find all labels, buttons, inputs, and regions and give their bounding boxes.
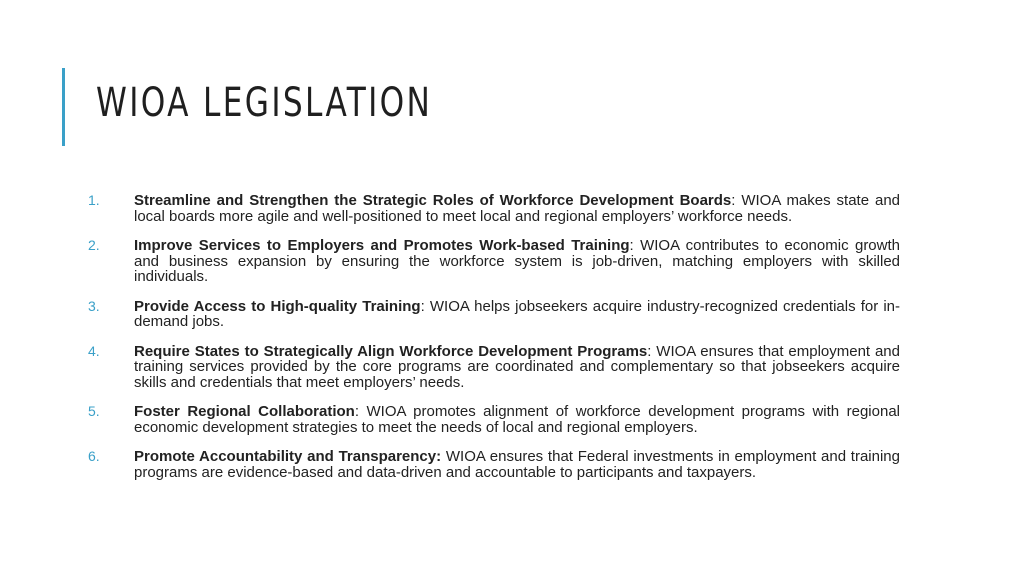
- list-item-text: [134, 193, 900, 224]
- list-item-heading: Promote Accountability and Transparency:: [134, 448, 442, 465]
- list-item: [88, 344, 900, 391]
- slide-title: WIOA LEGISLATION: [96, 80, 433, 126]
- list-item-text: [134, 299, 900, 330]
- title-accent-bar: [62, 68, 65, 146]
- list-item: [88, 404, 900, 435]
- list-item-number: 6.: [88, 448, 100, 464]
- list-item-text: [134, 449, 900, 480]
- list-item-body: : WIOA makes state and local boards more agile and well-positioned to meet local and regional employers’ workforce needs.: [134, 192, 900, 225]
- numbered-list: [88, 193, 900, 494]
- list-item-heading: Streamline and Strengthen the Strategic Roles of Workforce Development Boards: [134, 192, 732, 209]
- list-item-heading: Foster Regional Collaboration: [134, 403, 355, 420]
- list-item-number: 4.: [88, 342, 100, 359]
- list-item-text: [134, 404, 900, 435]
- list-item-body: : WIOA helps jobseekers acquire industry-recognized credentials for in-demand jobs.: [134, 297, 900, 330]
- list-item-number: 2.: [88, 237, 100, 253]
- list-item-heading: Provide Access to High-quality Training: [134, 297, 421, 315]
- list-item: [88, 449, 900, 480]
- list-item-text: [134, 238, 900, 285]
- list-item-body: : WIOA ensures that employment and training services provided by the core programs are coordinated and complementary so that jobseekers acquire skills and credentials that meet employers’ needs.: [134, 342, 900, 391]
- list-item-body: : WIOA promotes alignment of workforce development programs with regional economic development strategies to meet the needs of local and regional employers.: [134, 403, 901, 436]
- list-item-number: 1.: [88, 192, 100, 208]
- list-item-text: [134, 344, 900, 391]
- list-item-body: WIOA ensures that Federal investments in employment and training programs are evidence-based and data-driven and accountable to participants and taxpayers.: [134, 448, 900, 481]
- list-item: [88, 238, 900, 285]
- list-item-number: 3.: [88, 297, 100, 314]
- list-item: [88, 193, 900, 224]
- list-item-number: 5.: [88, 403, 100, 419]
- list-item-heading: Require States to Strategically Align Workforce Development Programs: [134, 342, 648, 360]
- list-item-body: : WIOA contributes to economic growth and business expansion by ensuring the workforce system is job-driven, matching employers with skilled individuals.: [134, 237, 900, 285]
- list-item-heading: Improve Services to Employers and Promotes Work-based Training: [134, 237, 630, 254]
- list-item: [88, 299, 900, 330]
